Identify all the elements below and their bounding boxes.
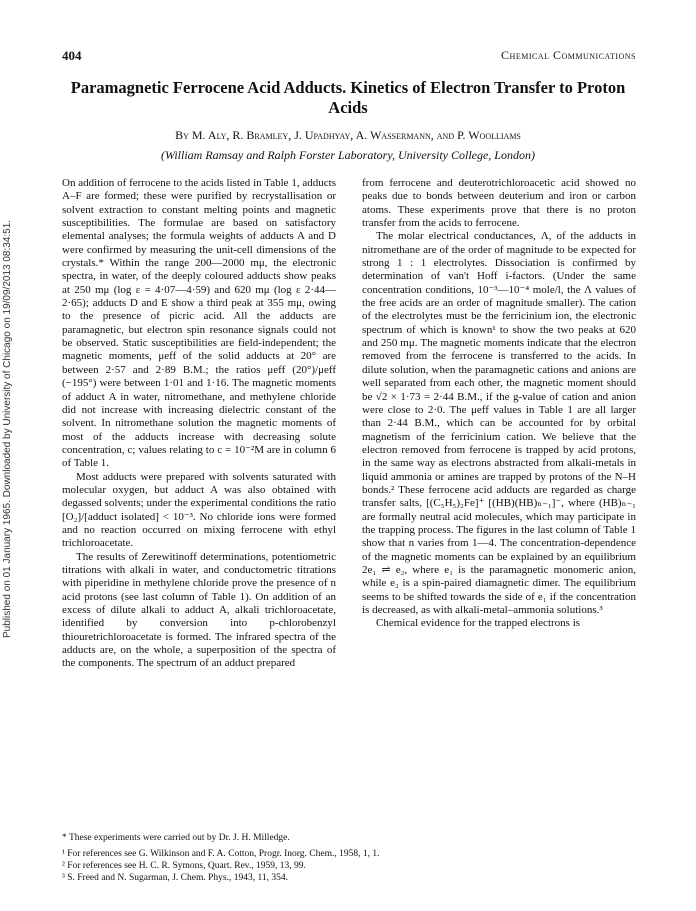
download-note: Published on 01 January 1965. Downloaded by University of Chicago on 19/09/2013 08:34:51.	[2, 219, 13, 638]
footnotes	[62, 832, 642, 884]
right-column	[362, 177, 636, 631]
paragraph: Most adducts were prepared with solvents saturated with molecular oxygen, but adduct A was also obtained with degassed solvents; under the experimental conditions the ratio [O₂]/[adduct isolated] < 10⁻³. No chloride ions were formed and no reaction occurred on mixing ferrocene with ethyl trichloroacetate.	[62, 470, 336, 550]
paragraph: On addition of ferrocene to the acids listed in Table 1, adducts A–F are formed; these were purified by recrystallisation or solvent extraction to constant melting points and magnetic susceptibilities. The formulae are based on satisfactory elemental analyses; the formula weights of adducts A and D were confirmed by measuring the unit-cell dimensions of the crystals.* Within the range 200—2000 mμ, the electronic spectra, in water, of the deeply coloured adducts show peaks at 250 mμ (log ε = 4·07—4·59) and 620 mμ (log ε 2·44—2·65); adducts D and E show a third peak at 355 mμ, owing to the presence of picric acid. All the adducts are paramagnetic, but electron spin resonance signals could not be observed. Static susceptibilities are field-independent; the magnetic moments, μeff of the solid adducts at 20° are between 2·57 and 2·89 B.M.; the ratios μeff (20°)/μeff (−195°) were between 1·01 and 1·16. The magnetic moments of adduct A in water, nitromethane, and methylene chloride did not increase with increasing dielectric constant of the solvent. In nitromethane solution the magnetic moments of most of the adducts increase with decreasing solute concentration, c; values relating to c = 10⁻²M are in column 6 of Table 1.	[62, 177, 336, 470]
footnote: ³ S. Freed and N. Sugarman, J. Chem. Phys., 1943, 11, 354.	[62, 873, 289, 883]
article-title: Paramagnetic Ferrocene Acid Adducts. Kinetics of Electron Transfer to Proton Acids	[70, 78, 626, 117]
affiliation: (William Ramsay and Ralph Forster Laboratory, University College, London)	[161, 148, 535, 162]
author-list: By M. Aly, R. Bramley, J. Upadhyay, A. Wassermann, and P. Woolliams	[175, 128, 521, 142]
paragraph: Chemical evidence for the trapped electrons is	[376, 617, 581, 630]
footnote: * These experiments were carried out by Dr. J. H. Milledge.	[62, 833, 290, 843]
paragraph: The results of Zerewitinoff determinations, potentiometric titrations with alkali in water, and conductometric titrations with piperidine in methylene chloride prove the presence of n acid protons (see last column of Table 1). On addition of an excess of dilute alkali to adduct A, alkali trichloroacetate, identified by conversion into p-chlorobenzyl thiouretrichloroacetate is formed. The infrared spectra of the adducts are, on the whole, a superposition of the spectra of the components. The spectrum of an adduct prepared	[62, 550, 336, 670]
journal-name: Chemical Communications	[501, 48, 636, 62]
page-number: 404	[62, 48, 82, 63]
paragraph: from ferrocene and deuterotrichloroacetic acid showed no peaks due to bonds between deuterium and iron or carbon atoms. These experiments prove that there is no proton transfer from the acids to ferrocene.	[362, 177, 636, 230]
download-watermark	[0, 120, 22, 640]
left-column	[62, 177, 336, 671]
footnote: ² For references see H. C. R. Symons, Quart. Rev., 1959, 13, 99.	[62, 861, 306, 871]
footnote: ¹ For references see G. Wilkinson and F. A. Cotton, Progr. Inorg. Chem., 1958, 1, 1.	[62, 849, 380, 859]
paragraph: The molar electrical conductances, Λ, of the adducts in nitromethane are of the order of magnitude to be expected for strong 1 : 1 electrolytes. Dissociation is confirmed by determination of van't Hoff i-factors. (Under the same concentration conditions, 10⁻³—10⁻⁴ mole/l, the Λ values of the free acids are an order of magnitude smaller). The cation of the electrolytes must be the ferricinium ion, the electronic spectrum of which is known¹ to show the two peaks at 620 and 250 mμ. The magnetic moments indicate that the electron removed from the ferrocene is transferred to the acids. In dilute solution, when the paramagnetic cations and anions are well separated from each other, the magnetic moment should be √2 × 1·73 = 2·44 B.M., if the g-value of cation and anion were close to 2·0. The μeff values in Table 1 are all larger than 2·44 B.M., which can be accounted for by orbital magnetism of the ferricinium cation. We believe that the electron removed from ferrocene is trapped by acid protons, in the same way as electrons abstracted from alkali-metals in liquid ammonia or amines are trapped by protons of the N–H bonds.² These ferrocene acid adducts are regarded as charge transfer salts, [(C₅H₅)₂Fe]⁺ [(HB)(HB)ₙ₋₁]⁻, where (HB)ₙ₋₁ are formally neutral acid molecules, which may participate in the trapping process. The figures in the last column of Table 1 show that n varies from 1—4. The concentration-dependence of the magnetic moments can be explained by an equilibrium 2e₁ ⇌ e₂, where e₁ is the paramagnetic monomeric anion, while e₂ is a spin-paired diamagnetic dimer. The equilibrium seems to be shifted towards the side of e₁ if the concentration is decreased, as with alkali-metal–ammonia solutions.³	[362, 230, 636, 616]
